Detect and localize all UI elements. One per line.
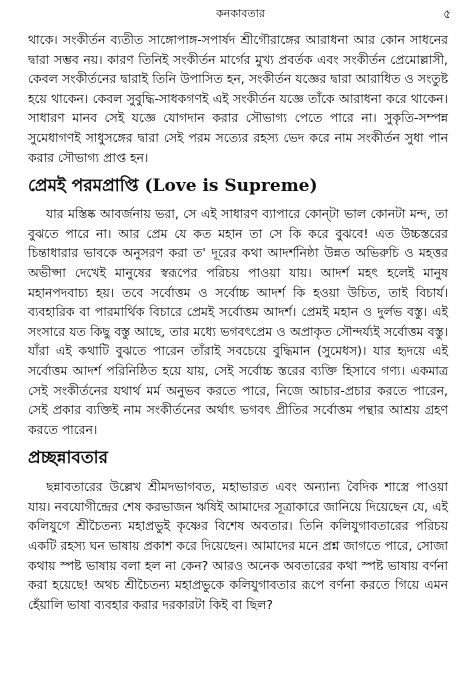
heading-bengali-text: প্রেমই পরমপ্রাপ্তি	[28, 176, 139, 197]
page-body	[28, 30, 448, 614]
paragraph-hidden-avatar: ছন্নাবতারের উল্লেখ শ্রীমদভাগবত, মহাভারত এবং অন্যান্য বৈদিক শাস্ত্রে পাওয়া যায়। নবযোগীন্দ্রের শেষ করভাজন ঋষিই আমাদের সূত্রাকারে জানিয়ে দিয়েছেন যে, এই কলিযুগে শ্রীচৈতন্য মহাপ্রভুই কৃষ্ণের বিশেষ অবতার। তিনি কলিযুগাবতারের পরিচয় একটি রহস্য ঘন ভাষায় প্রকাশ করে দিয়েছেন। আমাদের মনে প্রশ্ন জাগতে পারে, সোজা কথায় স্পষ্ট ভাষায় বলা হল না কেন? আরও অনেক অবতারের কথা স্পষ্ট ভাষায় বর্ণনা করা হয়েছে! অথচ শ্রীচৈতন্য মহাপ্রভুকে কলিযুগাবতার রূপে বর্ণনা করতে গিয়ে এমন হেঁয়ালি ভাষা ব্যবহার করার দরকারটা কিই বা ছিল?	[28, 479, 448, 612]
page-number: ৫	[443, 7, 451, 21]
paragraph-continued: থাকে। সংকীর্তন ব্যতীত সাঙ্গোপাঙ্গ-সপার্ষদ শ্রীগৌরাঙ্গের আরাধনা আর কোন সাধনের দ্বারা সম্ভব নয়। কারণ তিনিই সংকীর্তন মার্গের মুখ্য প্রবর্তক এবং সংকীর্তন প্রেমোল্লাসী, কেবল সংকীর্তনের দ্বারাই তিনি উপাসিত হন, সংকীর্তন যজ্ঞের দ্বারা আরাধিত ও সংতুষ্ট হয়ে থাকেন। কেবল সুবুদ্ধি-সাধকগণই এই সংকীর্তন যজ্ঞে তাঁকে আরাধনা করে থাকেন। সাধারণ মানব সেই যজ্ঞে যোগদান করার সৌভাগ্য পেতে পারে না। সুকৃতি-সম্পন্ন সুমেধাগণই সাধুসঙ্গের দ্বারা সেই পরম সত্যের রহস্য ভেদ করে নাম সংকীর্তন সুধা পান করার সৌভাগ্য প্রাপ্ত হন।	[28, 32, 449, 165]
running-head	[28, 5, 453, 23]
section-heading-love-supreme	[28, 173, 448, 199]
paragraph-love-supreme: যার মস্তিষ্ক আবর্জনায় ভরা, সে এই সাধারণ ব্যাপারে কোন্‌টা ভাল কোনটা মন্দ, তা বুঝতে পারে না। আর প্রেম যে কত মহান তা সে কি করে বুঝবে! এত উচ্চস্তরের চিন্তাধারার ভাবকে অনুসরণ করা ত' দূরের কথা আদর্শনিষ্ঠা উন্নত অভিরুচি ও মহত্তর অভীপ্সা দেখেই মানুষের স্বরূপের পরিচয় পাওয়া যায়। আদর্শ মহৎ হলেই মানুষ মহানপদবাচ্য হয়। তবে সর্বোত্তম ও সর্বোচ্চ আদর্শ কি হওয়া উচিত, তাই বিচার্য। ব্যবহারিক বা পারমার্থিক বিচারে প্রেমই সর্বোত্তম আদর্শ। প্রেমই মহান ও দুর্লভ বস্তু। এই সংসারে যত কিছু বস্তু আছে, তার মধ্যে ভগবৎপ্রেম ও অপ্রাকৃত সৌন্দর্য্যই সর্বোত্তম বস্তু। যাঁরা এই কথাটি বুঝতে পারেন তাঁরাই সবচেয়ে বুদ্ধিমান (সুমেধস)। যার হৃদয়ে এই সর্বোত্তম আদর্শ পরিনিষ্ঠিত হয়ে যায়, সেই সর্বোচ্চ স্তরের ব্যক্তি হিসাবে গণ্য। একমাত্র সেই সংকীর্তনের যথার্থ মর্ম অনুভব করতে পারে, নিজে আচার-প্রচার করতে পারেন, সেই প্রকার ব্যক্তিই নাম সংকীর্তনের অর্থাৎ ভগবৎ প্রীতির সর্বোত্তম পন্থার আশ্রয় গ্রহণ করতে পারেন।	[28, 206, 448, 437]
heading-english-text: (Love is Supreme)	[144, 176, 318, 197]
running-title: কনকাবতার	[216, 7, 265, 20]
section-heading-hidden-avatar: প্রচ্ছন্নাবতার	[28, 448, 108, 469]
